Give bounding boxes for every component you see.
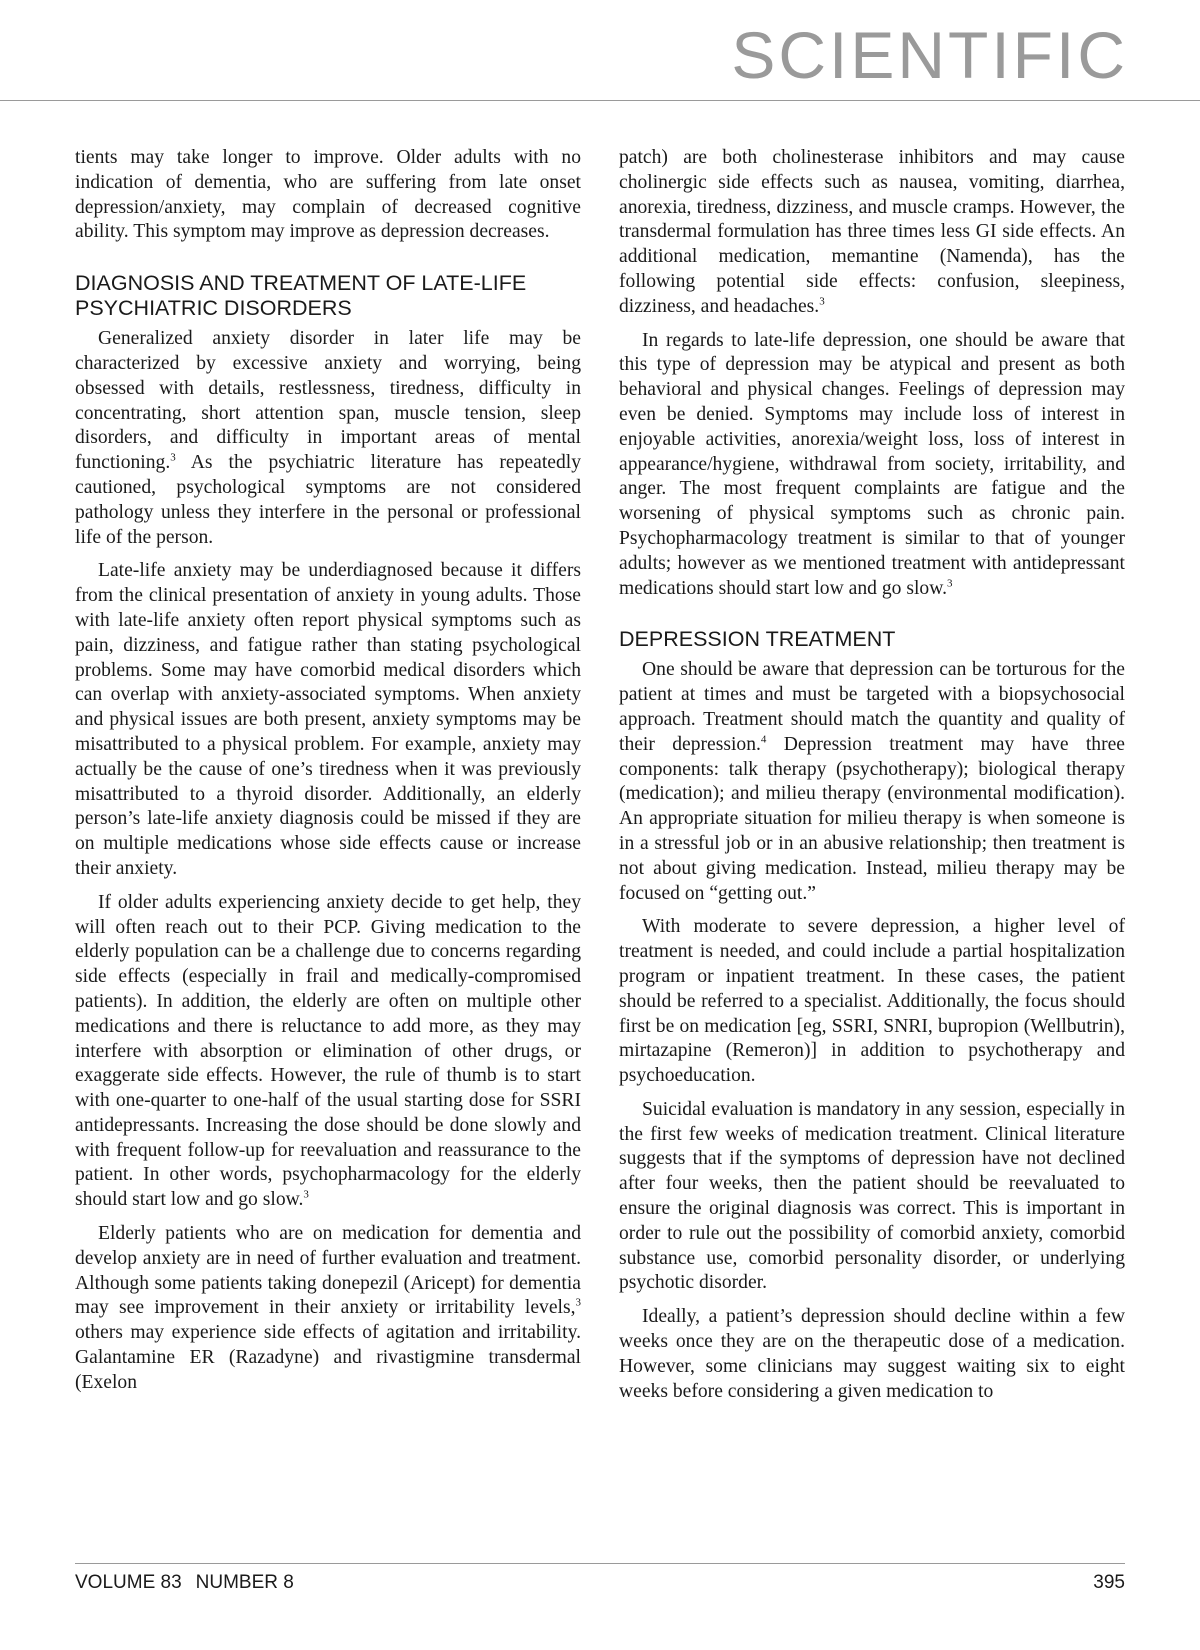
section-heading: DEPRESSION TREATMENT [619, 627, 896, 652]
header-divider [0, 100, 1200, 101]
section-heading: DIAGNOSIS AND TREATMENT OF LATE-LIFE PSYCHIATRIC DISORDERS [75, 271, 527, 321]
paragraph: If older adults experiencing anxiety decide to get help, they will often reach out to their PCP. Giving medication to the elderly population can be a challenge due to concerns regarding side effects (especially in frail and medically-compromised patients). In addition, the elderly are often on multiple other medications and there is reluctance to add more, as they may interfere with absorption or elimination of other drugs, or exaggerate side effects. However, the rule of thumb is to start with one-quarter to one-half of the usual starting dose for SSRI antidepressants. Increasing the dose should be done slowly and with frequent follow-up for reevaluation and reassurance to the patient. In other words, psychopharmacology for the elderly should start low and go slow.$^3$ [75, 891, 581, 1211]
number-label: NUMBER 8 [195, 1572, 294, 1593]
section-title: SCIENTIFIC [731, 18, 1128, 92]
volume-label: VOLUME 83 [75, 1572, 182, 1593]
citation-ref: 3 [946, 577, 953, 590]
footer-divider [75, 1563, 1125, 1564]
paragraph: With moderate to severe depression, a higher level of treatment is needed, and could include a partial hospitalization program or inpatient treatment. In these cases, the patient should be referred to a specialist. Additionally, the focus should first be on medication [eg, SSRI, SNRI, bupropion (Wellbutrin), mirtazapine (Remeron)] in addition to psychotherapy and psychoeducation. [619, 916, 1125, 1087]
citation-ref: 3 [575, 1296, 581, 1309]
citation-ref: 3 [819, 295, 825, 308]
page-number: 395 [1093, 1572, 1125, 1593]
paragraph: Late-life anxiety may be underdiagnosed because it differs from the clinical presentation of anxiety in young adults. Those with late-life anxiety often report physical symptoms such as pain, dizziness, and fatigue rather than stating psychological problems. Some may have comorbid medical disorders which can overlap with anxiety-associated symptoms. When anxiety and physical issues are both present, anxiety symptoms may be misattributed to a physical problem. For example, anxiety may actually be the cause of one’s tiredness when it was previously misattributed to a thyroid disorder. Additionally, an elderly person’s late-life anxiety diagnosis could be missed if they are on multiple medications whose side effects cause or increase their anxiety. [75, 560, 581, 879]
citation-ref: 3 [170, 451, 176, 464]
paragraph: patch) are both cholinesterase inhibitors and may cause cholinergic side effects such as nausea, vomiting, diarrhea, anorexia, tiredness, dizziness, and muscle cramps. However, the transdermal formulation has three times less GI side effects. An additional medication, memantine (Namenda), has the following potential side effects: confusion, sleepiness, dizziness, and headaches.$^3$ [619, 147, 1125, 317]
paragraph: Ideally, a patient’s depression should decline within a few weeks once they are on the therapeutic dose of a medication. However, some clinicians may suggest waiting six to eight weeks before considering a given medication to [619, 1306, 1125, 1402]
left-column [75, 146, 581, 1405]
paragraph: One should be aware that depression can be torturous for the patient at times and must be targeted with a biopsychosocial approach. Treatment should match the quantity and quality of their depression.$^4$ Depression treatment may have three components: talk therapy (psychotherapy); biological therapy (medication); and milieu therapy (environmental modification). An appropriate situation for milieu therapy is when someone is in a stressful job or in an abusive relationship; then treatment is not about giving medication. Instead, milieu therapy may be focused on “getting out.” [619, 659, 1125, 904]
paragraph: Generalized anxiety disorder in later life may be characterized by excessive anxiety and worrying, being obsessed with details, restlessness, tiredness, difficulty in concentrating, short attention span, muscle tension, sleep disorders, and difficulty in important areas of mental functioning.$^3$ As the psychiatric literature has repeatedly cautioned, psychological symptoms are not considered pathology unless they interfere in the personal or professional life of the person. [75, 328, 581, 548]
citation-ref: 4 [760, 733, 767, 746]
paragraph: Suicidal evaluation is mandatory in any session, especially in the first few weeks of medication treatment. Clinical literature suggests that if the symptoms of depression have not declined after four weeks, then the patient should be reevaluated to ensure the original diagnosis was correct. This is important in order to rule out the possibility of comorbid anxiety, comorbid substance use, comorbid personality disorder, or underlying psychotic disorder. [619, 1098, 1125, 1294]
right-column [619, 146, 1125, 1413]
paragraph: tients may take longer to improve. Older adults with no indication of dementia, who are suffering from late onset depression/anxiety, may complain of decreased cognitive ability. This symptom may improve as depression decreases. [75, 147, 581, 243]
citation-ref: 3 [303, 1188, 309, 1201]
journal-issue [75, 1572, 294, 1594]
paragraph: In regards to late-life depression, one should be aware that this type of depression may be atypical and present as both behavioral and physical changes. Feelings of depression may even be denied. Symptoms may include loss of interest in enjoyable activities, anorexia/weight loss, loss of interest in appearance/hygiene, withdrawal from society, irritability, and anger. The most frequent complaints are fatigue and the worsening of physical symptoms such as chronic pain. Psychopharmacology treatment is similar to that of younger adults; however as we mentioned treatment with antidepressant medications should start low and go slow.$^3$ [619, 329, 1125, 599]
paragraph: Elderly patients who are on medication for dementia and develop anxiety are in need of further evaluation and treatment. Although some patients taking donepezil (Aricept) for dementia may see improvement in their anxiety or irritability levels,$^3$ others may experience side effects of agitation and irritability. Galantamine ER (Razadyne) and rivastigmine transdermal (Exelon [75, 1223, 581, 1393]
